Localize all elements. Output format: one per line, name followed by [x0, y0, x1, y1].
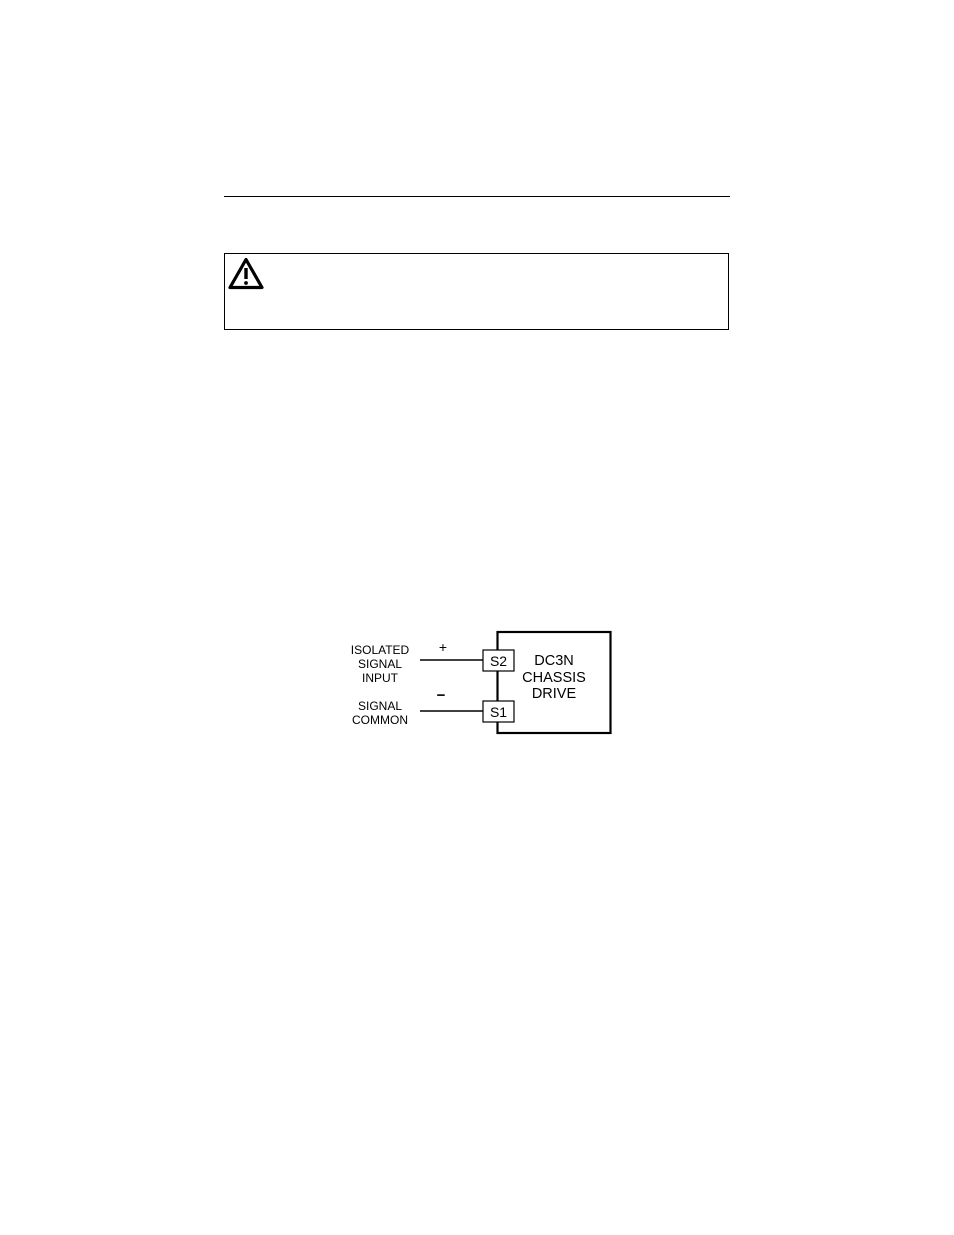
warning-box — [224, 253, 729, 330]
source-line3: INPUT — [362, 671, 398, 685]
signal-common-label — [344, 699, 416, 727]
drive-line2: CHASSIS — [522, 669, 586, 686]
minus-sign: − — [436, 687, 446, 704]
source-line2: SIGNAL — [357, 657, 402, 671]
wiring-diagram — [340, 625, 620, 740]
drive-line1: DC3N — [534, 653, 574, 669]
common-line1: SIGNAL — [357, 699, 402, 713]
source-line1: ISOLATED — [350, 643, 410, 657]
plus-sign: + — [438, 639, 448, 655]
header-rule — [224, 196, 730, 197]
terminal-s1-label: S1 — [489, 703, 508, 720]
isolated-signal-input-label — [344, 643, 416, 685]
warning-triangle-icon — [228, 257, 264, 290]
common-line2: COMMON — [352, 713, 408, 727]
drive-line3: DRIVE — [531, 686, 577, 702]
drive-label — [512, 653, 596, 703]
terminal-s2-label: S2 — [489, 652, 508, 669]
